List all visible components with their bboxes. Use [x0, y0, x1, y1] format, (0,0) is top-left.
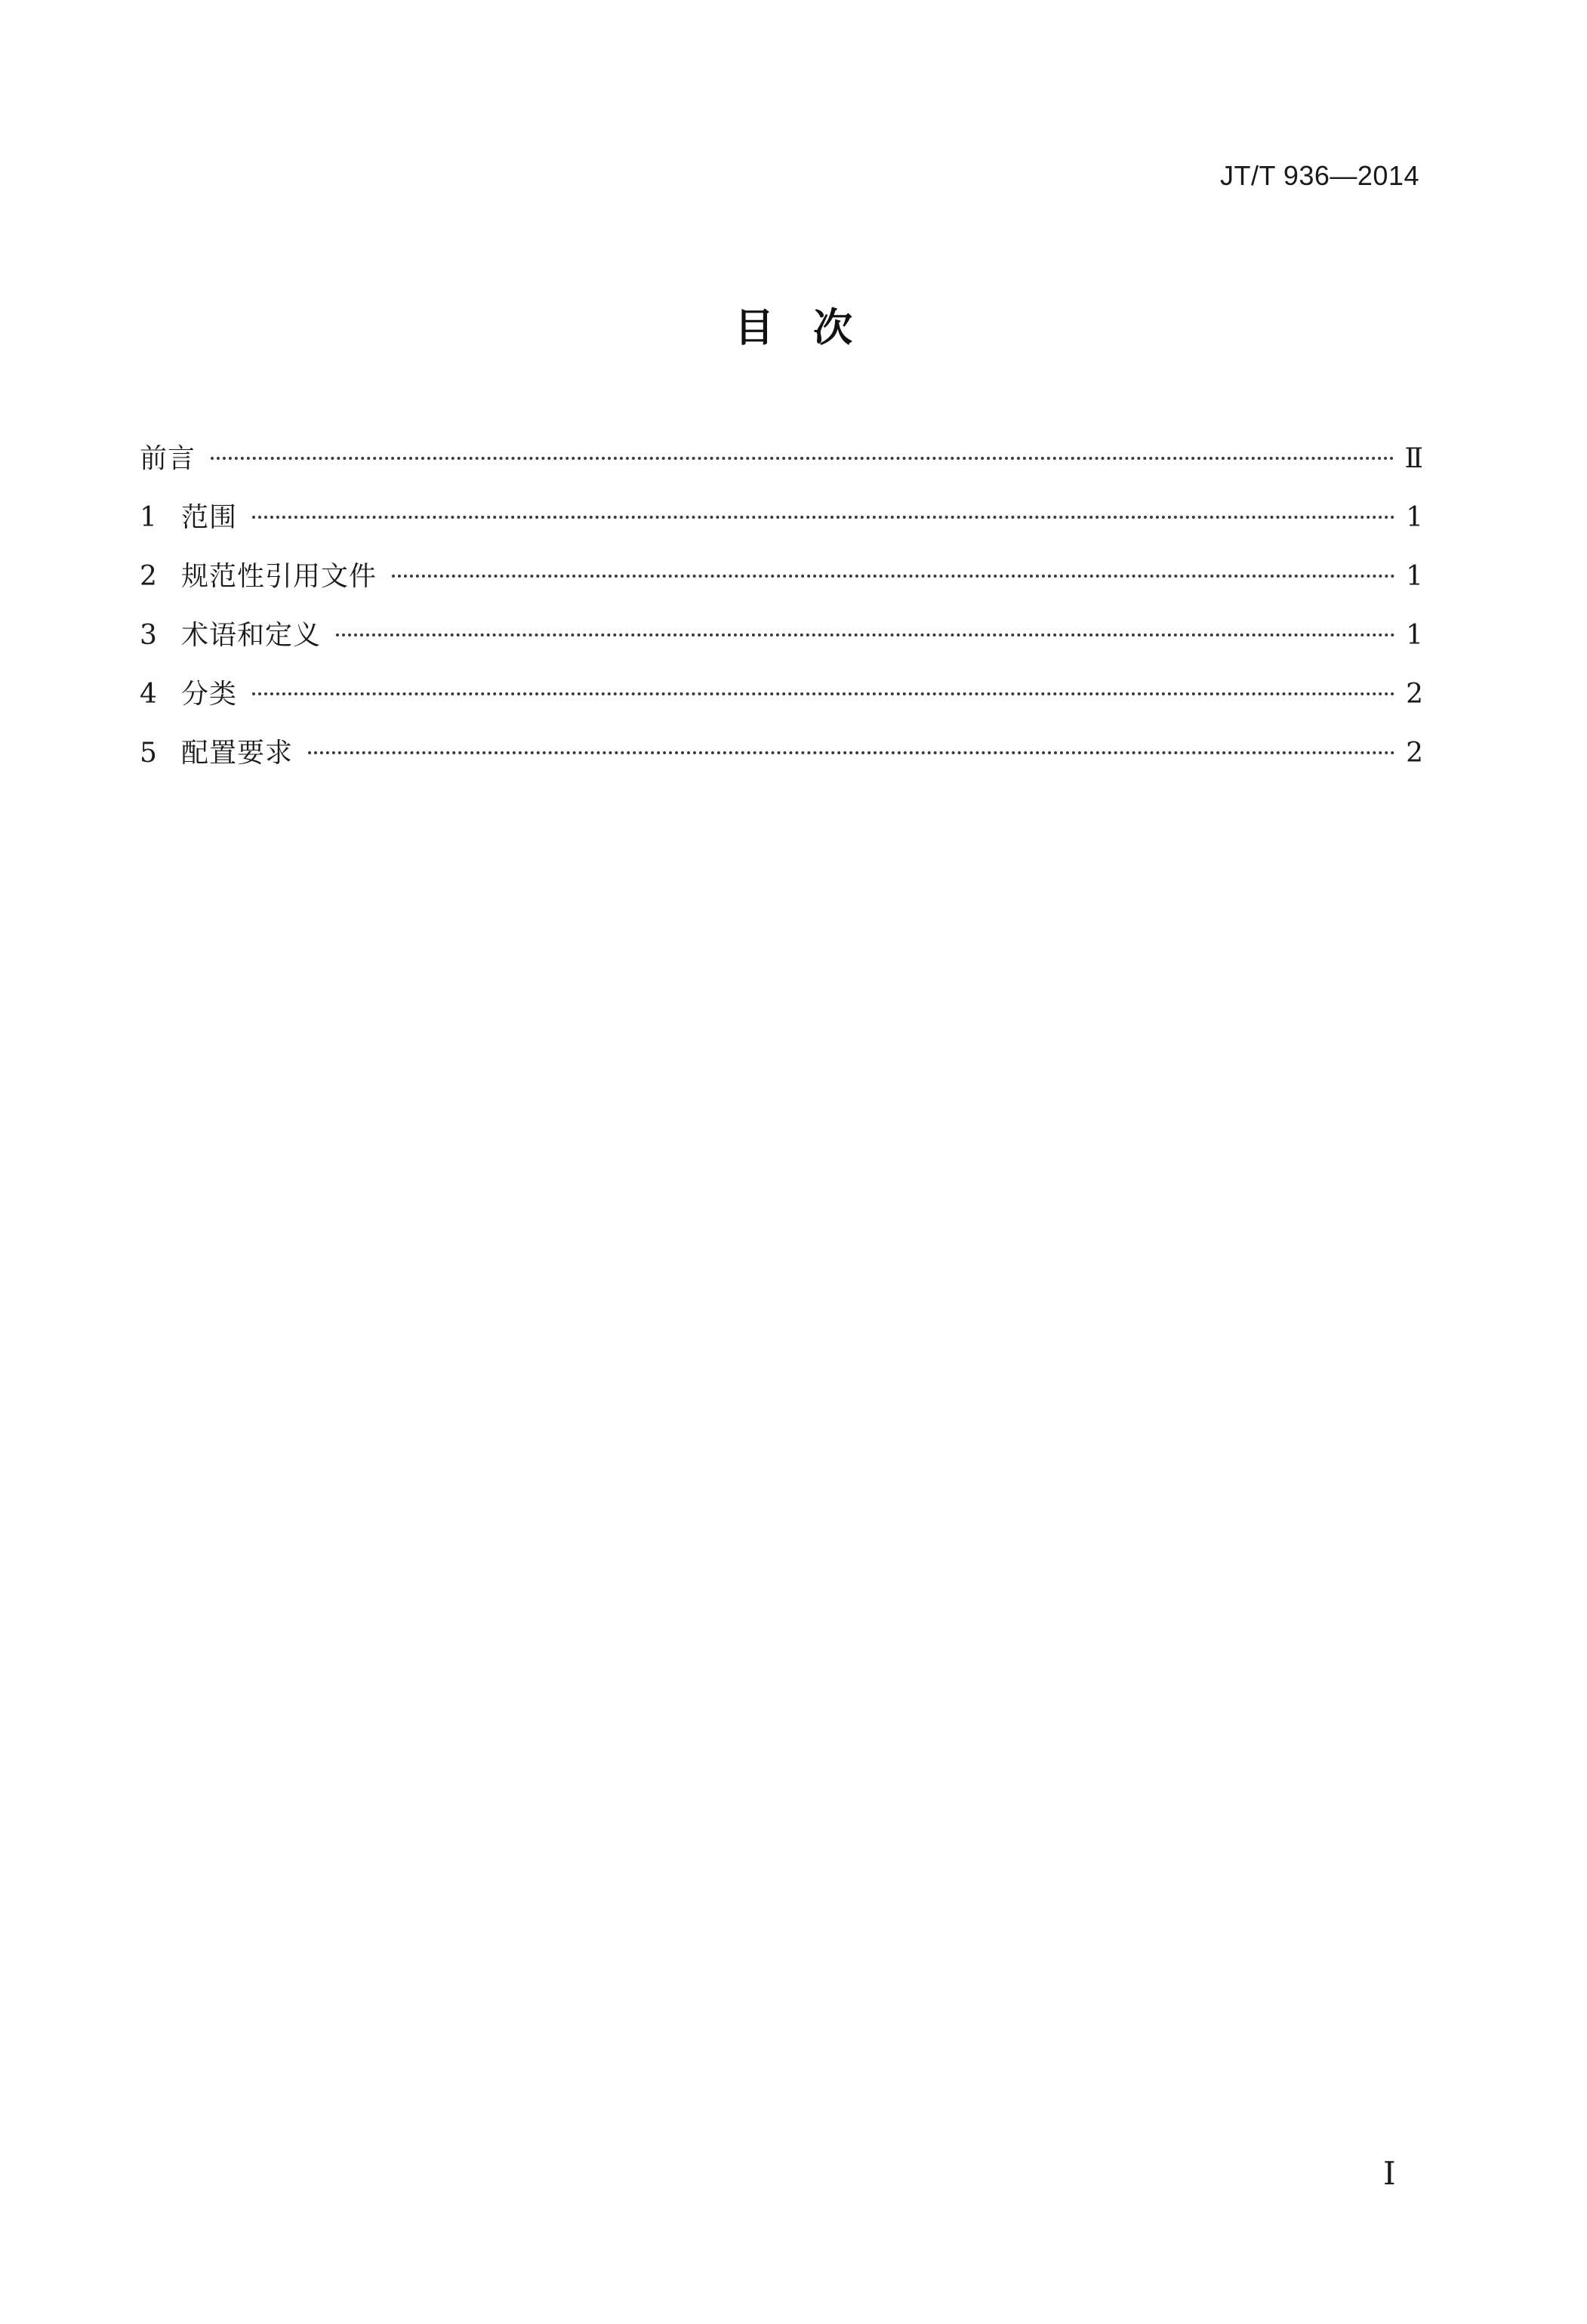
toc-entry-scope[interactable]: [140, 495, 1423, 554]
toc-entry-label: 规范性引用文件: [181, 561, 377, 592]
toc-dot-leader: [252, 516, 1395, 519]
toc-entry-number: 3: [140, 620, 157, 651]
toc-dot-leader: [308, 751, 1395, 754]
toc-entry-label: 前言: [140, 443, 196, 474]
toc-entry-normative-references[interactable]: [140, 554, 1423, 613]
toc-entry-page: Ⅱ: [1404, 443, 1423, 474]
toc-entry-page: 1: [1406, 502, 1423, 533]
toc-entry-label: 术语和定义: [181, 620, 322, 651]
toc-entry-terms-definitions[interactable]: [140, 613, 1423, 672]
toc-entry-configuration-requirements[interactable]: [140, 731, 1423, 790]
toc-entry-page: 1: [1406, 561, 1423, 592]
toc-dot-leader: [252, 692, 1395, 695]
page-number: I: [1383, 2155, 1396, 2192]
toc-entry-page: 1: [1406, 620, 1423, 651]
table-of-contents: [140, 436, 1423, 790]
toc-entry-classification[interactable]: [140, 672, 1423, 731]
toc-dot-leader: [392, 575, 1395, 578]
page-title: 目 次: [734, 306, 852, 351]
toc-entry-page: 2: [1406, 679, 1423, 710]
standard-code: JT/T 936—2014: [1220, 160, 1419, 191]
toc-dot-leader: [211, 457, 1394, 460]
toc-entry-number: 4: [140, 679, 157, 710]
toc-entry-label: 范围: [181, 502, 238, 533]
toc-entry-page: 2: [1406, 738, 1423, 769]
toc-entry-number: 5: [140, 738, 157, 769]
toc-entry-foreword[interactable]: [140, 436, 1423, 495]
toc-entry-label: 分类: [181, 679, 238, 710]
toc-dot-leader: [336, 633, 1395, 636]
toc-entry-label: 配置要求: [181, 738, 294, 769]
toc-entry-number: 1: [140, 502, 157, 533]
toc-entry-number: 2: [140, 561, 157, 592]
